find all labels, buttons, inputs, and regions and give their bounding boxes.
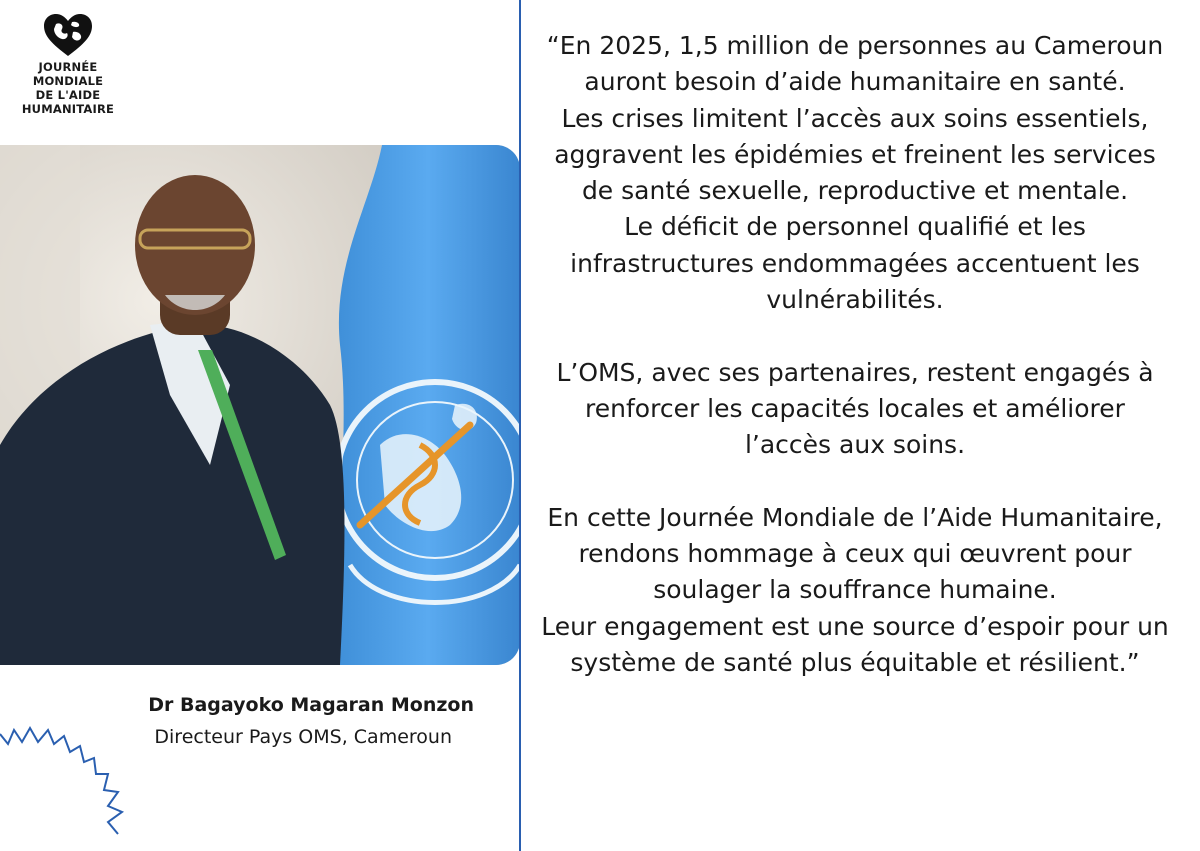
paragraph-gap — [540, 318, 1170, 354]
portrait-photo — [0, 145, 520, 665]
vertical-divider — [519, 0, 521, 851]
zigzag-decoration — [0, 712, 140, 842]
who-flag — [336, 145, 520, 665]
quote-paragraph: Leur engagement est une source d’espoir pour un système de santé plus équitable et résilient.” — [541, 611, 1169, 678]
logo-text: JOURNÉE MONDIALE DE L'AIDE HUMANITAIRE — [21, 60, 115, 116]
portrait-illustration — [0, 145, 520, 665]
heart-globe-icon — [42, 12, 94, 58]
quote-paragraph: Le déficit de personnel qualifié et les infrastructures endommagées accentuent les vulnérabilités. — [570, 212, 1140, 315]
event-logo — [8, 12, 128, 116]
quote-text — [540, 28, 1170, 681]
quote-paragraph: “En 2025, 1,5 million de personnes au Cameroun auront besoin d’aide humanitaire en santé. — [546, 31, 1164, 97]
quote-paragraph: L’OMS, avec ses partenaires, restent engagés à renforcer les capacités locales et améliorer l’accès aux soins. — [556, 357, 1154, 460]
speaker-name: Dr Bagayoko Magaran Monzon — [148, 694, 474, 716]
paragraph-gap — [540, 464, 1170, 500]
quote-paragraph: En cette Journée Mondiale de l’Aide Humanitaire, rendons hommage à ceux qui œuvrent pour soulager la souffrance humaine. — [547, 502, 1163, 605]
speaker-role: Directeur Pays OMS, Cameroun — [154, 726, 452, 748]
quote-paragraph: Les crises limitent l’accès aux soins essentiels, aggravent les épidémies et freinent les services de santé sexuelle, reproductive et mentale. — [554, 103, 1156, 206]
